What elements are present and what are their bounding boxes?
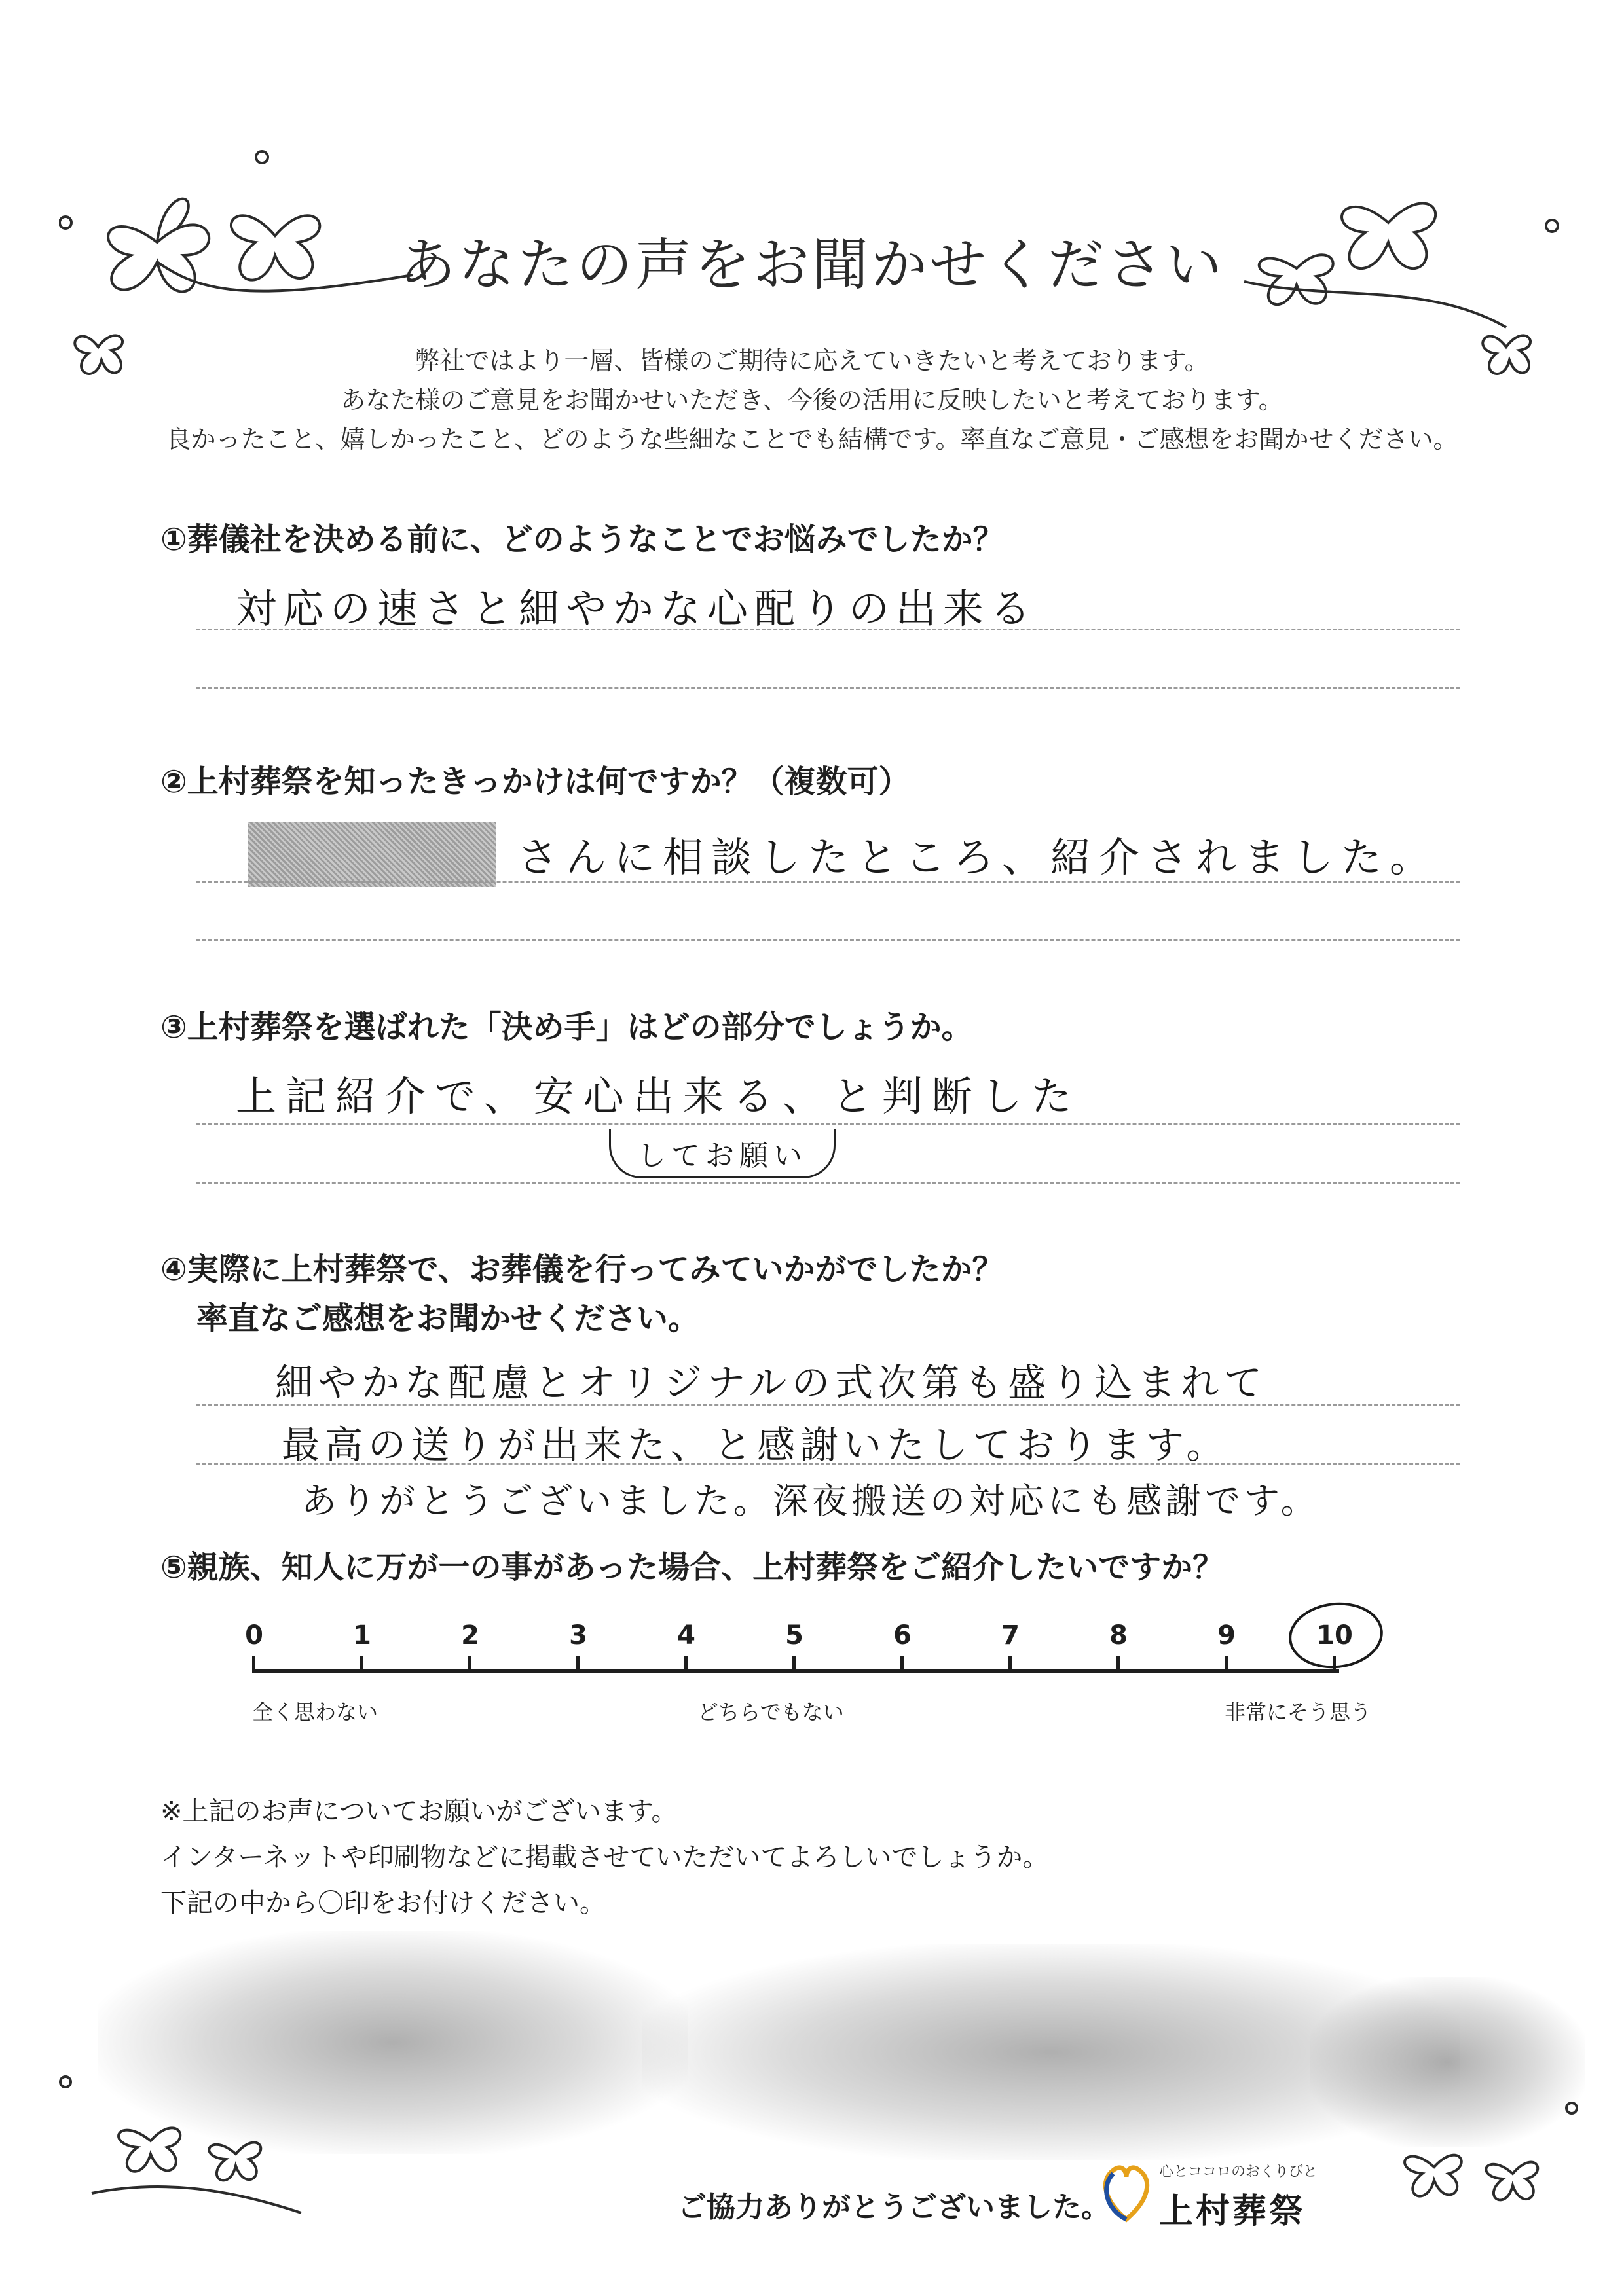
page-title: あなたの声をお聞かせください: [399, 232, 1225, 298]
company-tagline: 心とココロのおくりびと: [1159, 2164, 1318, 2180]
scale-tick: [252, 1656, 255, 1671]
company-logo-icon: [1100, 2154, 1153, 2226]
scale-number-5[interactable]: 5: [785, 1620, 803, 1650]
note-line-2: インターネットや印刷物などに掲載させていただいてよろしいでしょうか。: [160, 1842, 1049, 1872]
scale-number-6[interactable]: 6: [893, 1620, 912, 1650]
scale-number-9[interactable]: 9: [1217, 1620, 1236, 1650]
question-4: ④実際に上村葬祭で、お葬儀を行ってみていかがでしたか？: [160, 1251, 1004, 1288]
answer-line: [196, 1404, 1460, 1406]
question-1: ①葬儀社を決める前に、どのようなことでお悩みでしたか？: [160, 521, 1005, 558]
scale-tick: [360, 1656, 363, 1671]
answer-4-line-1: 細やかな配慮とオリジナルの式次第も盛り込まれて: [275, 1360, 1268, 1405]
answer-3-insert: してお願い: [609, 1129, 836, 1178]
scale-label-middle: どちらでもない: [697, 1700, 844, 1724]
scale-number-2[interactable]: 2: [461, 1620, 479, 1650]
scale-number-8[interactable]: 8: [1109, 1620, 1128, 1650]
answer-line: [196, 881, 1460, 883]
scale-number-10[interactable]: 10: [1316, 1620, 1353, 1650]
question-3: ③上村葬祭を選ばれた「決め手」はどの部分でしょうか。: [160, 1009, 973, 1046]
question-5: ⑤親族、知人に万が一の事があった場合、上村葬祭をご紹介したいですか？: [160, 1549, 1225, 1586]
scale-tick: [468, 1656, 471, 1671]
answer-1: 対応の速さと細やかな心配りの出来る: [236, 585, 1038, 632]
answer-line: [196, 629, 1460, 630]
scale-tick: [1225, 1656, 1228, 1671]
scale-tick: [1008, 1656, 1012, 1671]
note-line-3: 下記の中から〇印をお付けください。: [160, 1888, 606, 1918]
scale-label-right: 非常にそう思う: [1225, 1700, 1372, 1724]
scale-tick: [900, 1656, 904, 1671]
redacted-name: [248, 822, 496, 887]
scale-line: [252, 1669, 1339, 1673]
scale-label-left: 全く思わない: [252, 1700, 378, 1724]
answer-4-line-3: ありがとうございました。深夜搬送の対応にも感謝です。: [301, 1480, 1320, 1522]
scale-tick: [576, 1656, 580, 1671]
question-4-sub: 率直なご感想をお聞かせください。: [196, 1300, 700, 1337]
question-2: ②上村葬祭を知ったきっかけは何ですか？（複数可）: [160, 763, 910, 800]
answer-4-line-2: 最高の送りが出来た、と感謝いたしております。: [282, 1423, 1230, 1467]
scale-number-1[interactable]: 1: [353, 1620, 371, 1650]
note-line-1: ※上記のお声についてお願いがございます。: [160, 1796, 678, 1827]
answer-line: [196, 1123, 1460, 1125]
scale-tick: [1116, 1656, 1120, 1671]
footer-thanks: ご協力ありがとうございました。: [678, 2191, 1110, 2224]
clover-decoration-bottom-left: [52, 2062, 314, 2246]
clover-decoration-bottom-right: [1362, 2095, 1585, 2252]
answer-line: [196, 687, 1460, 689]
intro-line-3: 良かったこと、嬉しかったこと、どのような些細なことでも結構です。率直なご意見・ご感想をお聞かせください。: [166, 425, 1458, 454]
answer-3: 上記紹介で、安心出来る、と判断した: [236, 1072, 1081, 1120]
selected-circle-mark: [1283, 1597, 1388, 1676]
scale-number-3[interactable]: 3: [569, 1620, 587, 1650]
scale-number-0[interactable]: 0: [245, 1620, 263, 1650]
answer-line: [196, 1463, 1460, 1465]
scale-number-4[interactable]: 4: [677, 1620, 695, 1650]
company-name: 上村葬祭: [1159, 2192, 1306, 2231]
scale-number-7[interactable]: 7: [1001, 1620, 1020, 1650]
scale-tick: [792, 1656, 796, 1671]
answer-2: さんに相談したところ、紹介されました。: [517, 833, 1439, 881]
scale-tick: [684, 1656, 688, 1671]
answer-line: [196, 1182, 1460, 1184]
intro-line-2: あなた様のご意見をお聞かせいただき、今後の活用に反映したいと考えております。: [341, 386, 1283, 414]
intro-line-1: 弊社ではより一層、皆様のご期待に応えていきたいと考えております。: [415, 346, 1209, 375]
answer-line: [196, 939, 1460, 941]
